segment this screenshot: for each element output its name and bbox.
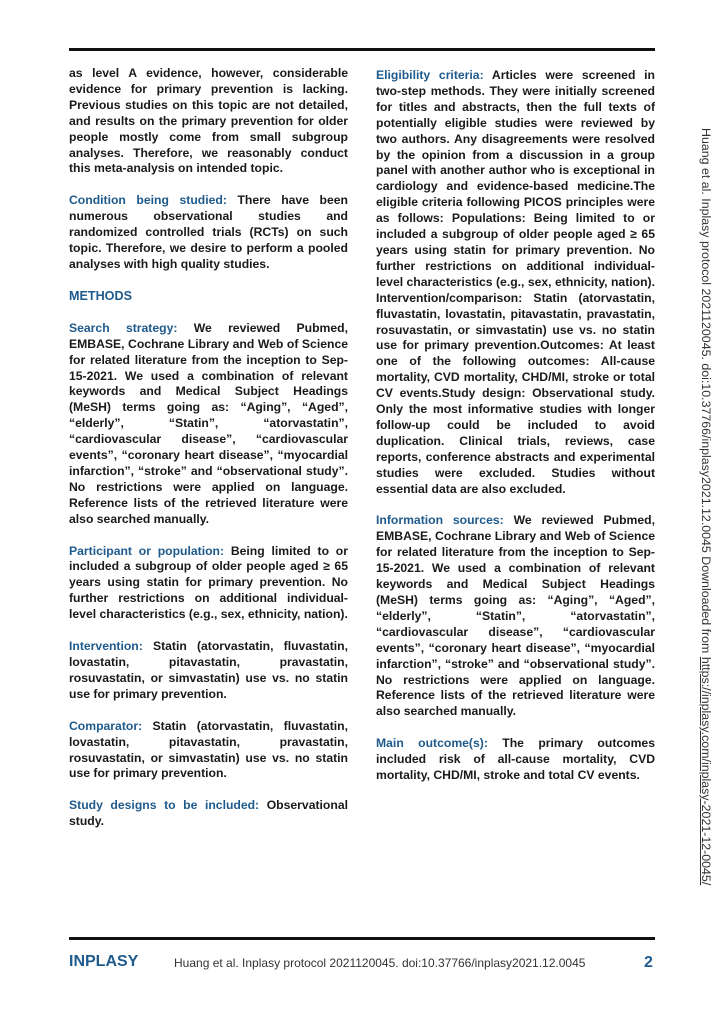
study-designs-section <box>69 798 348 830</box>
search-strategy-label: Search strategy: <box>69 320 178 335</box>
methods-heading: METHODS <box>69 288 132 303</box>
study-designs-text: Observational study. <box>69 798 348 829</box>
condition-text: There have been numerous observational studies and randomized controlled trials (RCTs) on such topic. Therefore, we desire to perform a pooled analyses with high quality studies. <box>69 193 348 271</box>
comparator-text: Statin (atorvastatin, fluvastatin, lovastatin, pitavastatin, pravastatin, rosuvastatin, or simvastatin) use vs. no statin use for primary prevention. <box>69 718 348 781</box>
eligibility-text: Articles were screened in two-step methods. They were initially screened for titles and abstracts, then the full texts of potentially eligible studies were reviewed by two authors. Any disagreements were resolved by the opinion from a discussion in a group panel with another author who is exceptional in cardiology and evidence-based medicine.The eligible criteria following PICOS principles were as follows: Populations: Being limited to or included a subgroup of older people aged ≥ 65 years using statin for primary prevention. No further restrictions on additional individual-level characteristics (e.g., sex, ethnicity, nation). Intervention/comparison: Statin (atorvastatin, fluvastatin, lovastatin, pitavastatin, pravastatin, rosuvastatin, or simvastatin) use vs. no statin use for primary prevention.Outcomes: At least one of the following outcomes: All-cause mortality, CVD mortality, CHD/MI, stroke or total CV events.Study design: Observational study. Only the most informative studies with longer follow-up could be included to avoid duplication. Clinical trials, reviews, case reports, conference abstracts and experimental studies were excluded. Studies without essential data are also excluded. <box>376 68 655 496</box>
eligibility-section <box>376 68 655 497</box>
participant-section <box>69 544 348 624</box>
participant-label: Participant or population: <box>69 543 225 558</box>
footer-citation: Huang et al. Inplasy protocol 2021120045. doi:10.37766/inplasy2021.12.0045 <box>174 956 586 970</box>
main-outcomes-text: The primary outcomes included risk of all-cause mortality, CVD mortality, CHD/MI, stroke and total CV events. <box>376 736 655 783</box>
participant-text: Being limited to or included a subgroup of older people aged ≥ 65 years using statin for primary prevention. No further restrictions on additional individual-level characteristics (e.g., sex, ethnicity, nation). <box>69 543 348 622</box>
main-outcomes-label: Main outcome(s): <box>376 736 488 751</box>
left-column <box>69 66 348 846</box>
search-strategy-text: We reviewed Pubmed, EMBASE, Cochrane Library and Web of Science for related literature from the inception to Sep-15-2021. We used a combination of relevant keywords and Medical Subject Headings (MeSH) terms going as: “Aging”, “Aged”, “elderly”, “Statin”, “atorvastatin”, “cardiovascular disease”, “cardiovascular events”, “coronary heart disease”, “myocardial infarction”, “stroke” and “observational study”. No restrictions were applied on language. Reference lists of the retrieved literature were also searched manually. <box>69 320 348 526</box>
main-outcomes-section <box>376 736 655 784</box>
page-number: 2 <box>644 954 653 971</box>
download-link[interactable]: https://inplasy.com/inplasy-2021-12-0045/ <box>699 656 713 886</box>
side-note-text: Huang et al. Inplasy protocol 2021120045. doi:10.37766/inplasy2021.12.0045 Downloaded from <box>699 128 713 657</box>
intervention-text: Statin (atorvastatin, fluvastatin, lovastatin, pitavastatin, pravastatin, rosuvastatin, or simvastatin) use vs. no statin use for primary prevention. <box>69 639 348 701</box>
inplasy-logo: INPLASY <box>69 953 139 970</box>
top-rule <box>69 48 655 51</box>
bottom-rule <box>69 937 655 940</box>
comparator-label: Comparator: <box>69 718 143 733</box>
information-sources-section <box>376 513 655 720</box>
intervention-label: Intervention: <box>69 639 143 654</box>
intro-paragraph: as level A evidence, however, considerable evidence for primary prevention is lacking. Previous studies on this topic are not detailed, and results on the primary prevention for older people mostly come from small subgroup analyses. Therefore, we reasonably conduct this meta-analysis on intended topic. <box>69 66 348 176</box>
eligibility-label: Eligibility criteria: <box>376 68 484 82</box>
information-sources-label: Information sources: <box>376 513 504 528</box>
condition-label: Condition being studied: <box>69 193 227 208</box>
intervention-section <box>69 639 348 703</box>
right-column <box>376 68 655 800</box>
study-designs-label: Study designs to be included: <box>69 798 260 813</box>
information-sources-text: We reviewed Pubmed, EMBASE, Cochrane Library and Web of Science for related literature from the inception to Sep-15-2021. We used a combination of relevant keywords and Medical Subject Headings (MeSH) terms going as: “Aging”, “Aged”, “elderly”, “Statin”, “atorvastatin”, “cardiovascular disease”, “cardiovascular events”, “coronary heart disease”, “myocardial infarction”, “stroke” and “observational study”. No restrictions were applied on language. Reference lists of the retrieved literature were also searched manually. <box>376 513 655 719</box>
search-strategy-section <box>69 321 348 528</box>
side-download-note <box>699 128 713 885</box>
condition-section <box>69 193 348 273</box>
comparator-section <box>69 719 348 783</box>
